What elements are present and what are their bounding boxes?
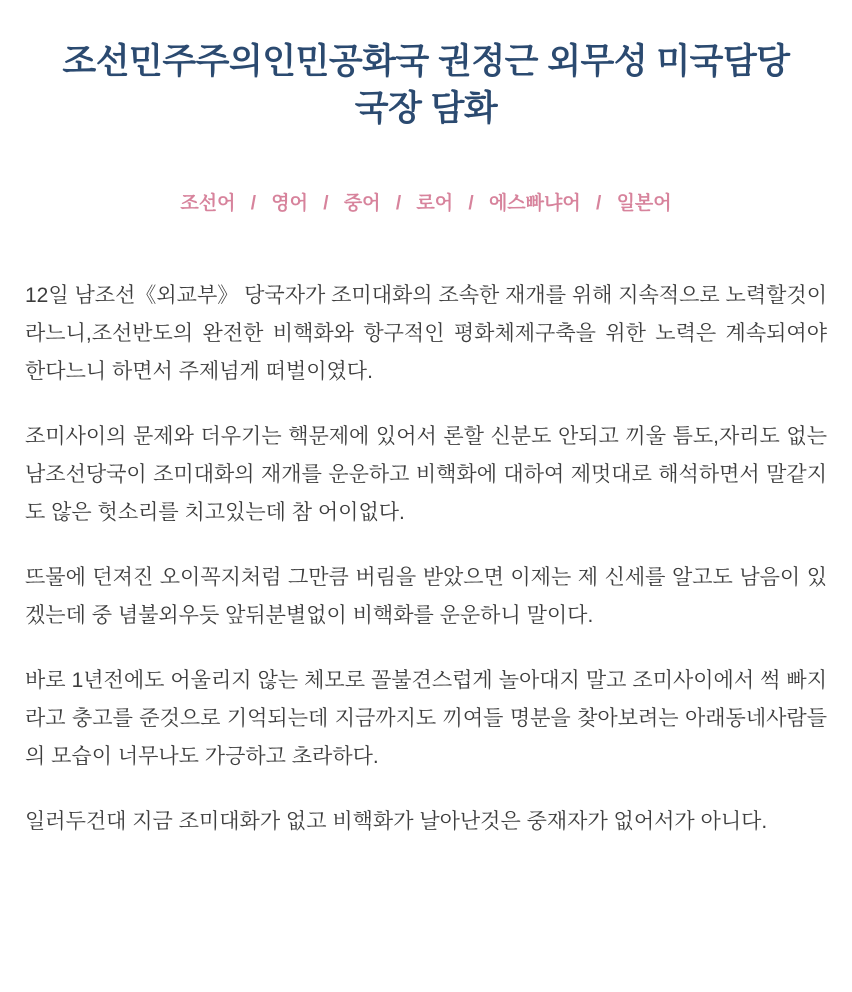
language-separator: /: [395, 193, 402, 214]
language-link-spanish[interactable]: 에스빠냐어: [488, 193, 581, 214]
language-separator: /: [596, 193, 602, 214]
article-paragraph-3: 뜨물에 던져진 오이꼭지처럼 그만큼 버림을 받았으면 이제는 제 신세를 알고도 남음이 있겠는데 중 념불외우듯 앞뒤분별없이 비핵화를 운운하니 말이다.: [25, 566, 827, 627]
page-title: 조선민주주의인민공화국 권정근 외무성 미국담당 국장 담화: [62, 42, 790, 128]
language-separator: /: [468, 193, 474, 214]
language-link-russian[interactable]: 로어: [416, 193, 454, 214]
language-separator: /: [323, 193, 329, 214]
article-paragraph-4: 바로 1년전에도 어울리지 않는 체모로 꼴불견스럽게 놀아대지 말고 조미사이에서 썩 빠지라고 충고를 준것으로 기억되는데 지금까지도 끼여들 명분을 찾아보려는 아래동네사람들의 모습이 너무나도 가긍하고 초라하다.: [25, 669, 827, 768]
language-link-chinese[interactable]: 중어: [343, 193, 381, 214]
article-paragraph-2: 조미사이의 문제와 더우기는 핵문제에 있어서 론할 신분도 안되고 끼울 틈도,자리도 없는 남조선당국이 조미대화의 재개를 운운하고 비핵화에 대하여 제멋대로 해석하면서 말같지도 않은 헛소리를 치고있는데 참 어이없다.: [25, 425, 827, 524]
article-body: [25, 277, 827, 841]
language-link-japanese[interactable]: 일본어: [616, 193, 672, 214]
language-link-korean[interactable]: 조선어: [180, 193, 236, 214]
language-nav: [25, 188, 827, 215]
language-separator: /: [250, 193, 256, 214]
language-link-english[interactable]: 영어: [271, 193, 308, 214]
article-paragraph-1: 12일 남조선《외교부》 당국자가 조미대화의 조속한 재개를 위해 지속적으로 노력할것이라느니,조선반도의 완전한 비핵화와 항구적인 평화체제구축을 위한 노력은 계속되여야 한다느니 하면서 주제넘게 떠벌이였다.: [25, 284, 827, 383]
article-paragraph-5: 일러두건대 지금 조미대화가 없고 비핵화가 날아난것은 중재자가 없어서가 아니다.: [25, 810, 768, 833]
